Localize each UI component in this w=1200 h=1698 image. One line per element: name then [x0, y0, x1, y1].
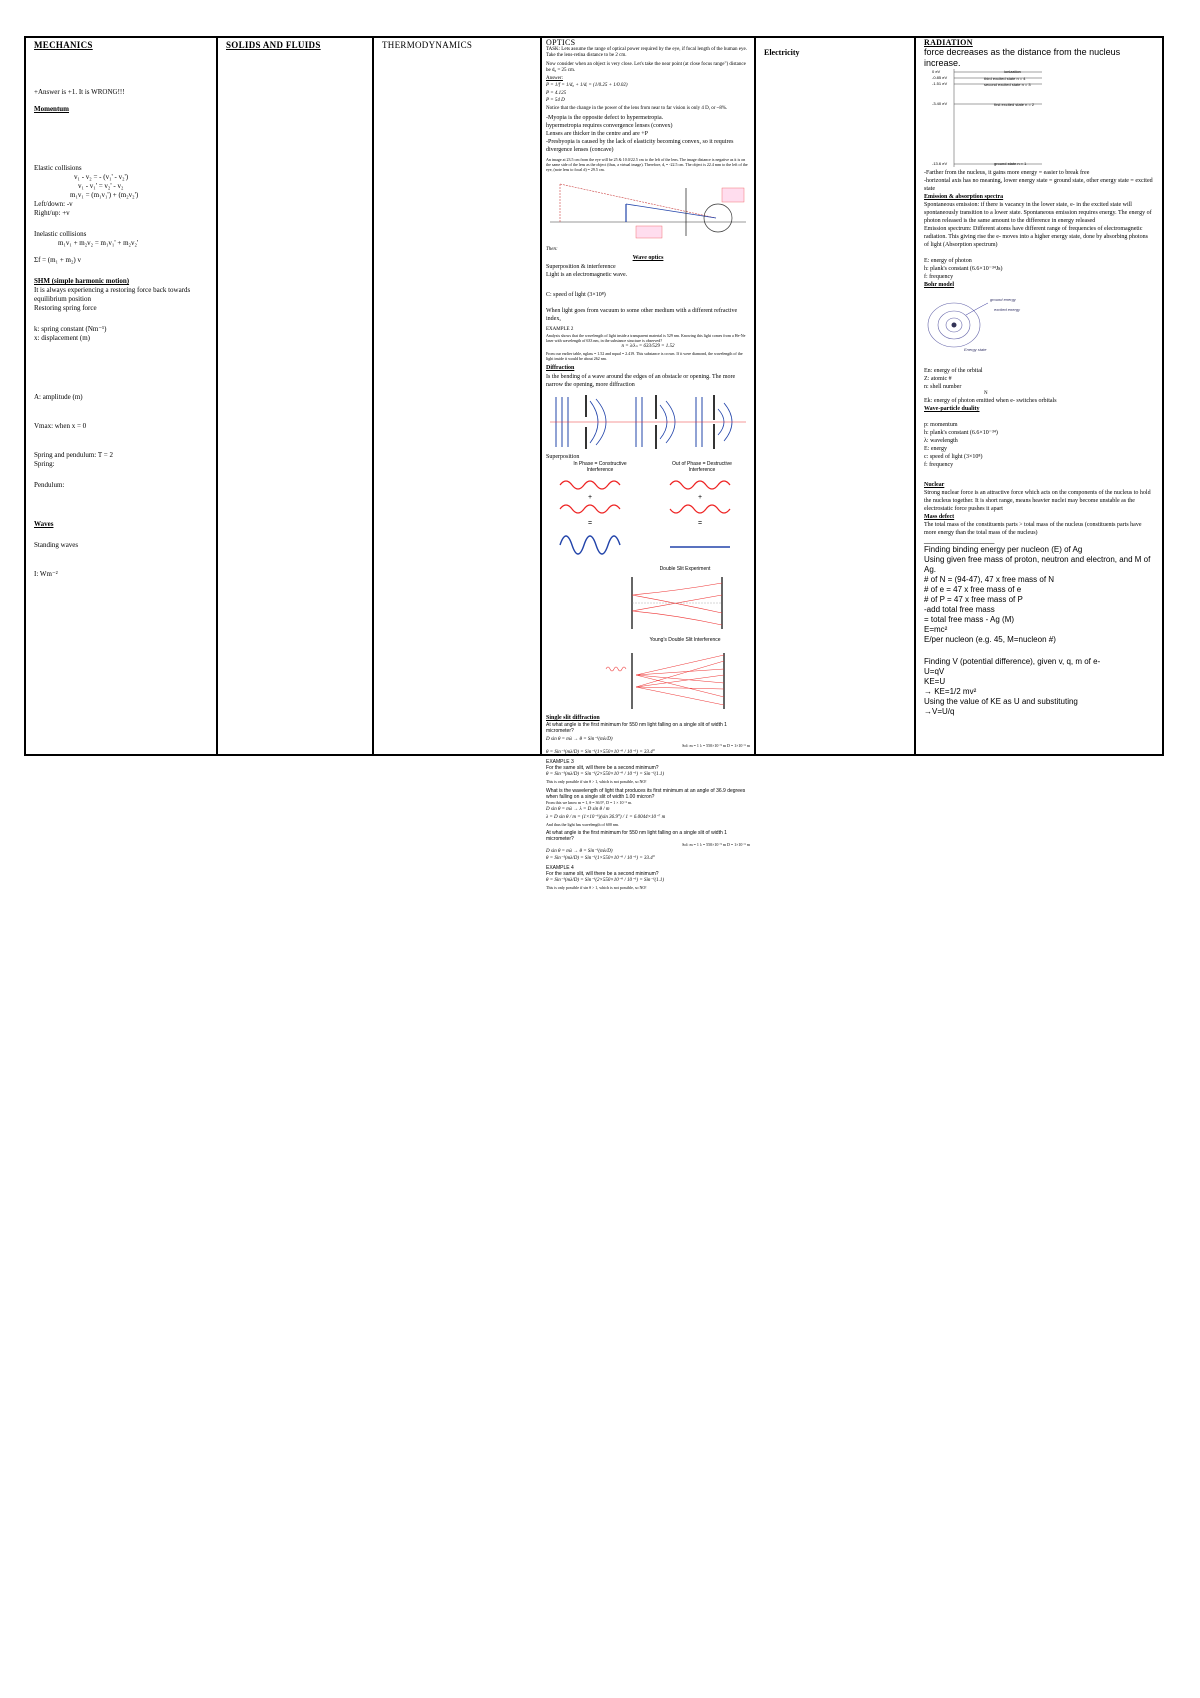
- q5-eq2: θ = Sin⁻¹(mλ/D) = Sin⁻¹(1×550×10⁻⁹ / 10⁻⁶) = 33.4°: [546, 856, 655, 861]
- n-shell-def: n: shell number: [924, 384, 962, 390]
- column-mechanics: [26, 38, 218, 754]
- column-optics: [542, 38, 756, 890]
- lvl-label-4: ground state n = 1: [994, 161, 1027, 166]
- optics-example-text: An image at 23.5 cm from the eye will be 25 & 10.0/22.5 cm to the left of the lens. The image distance is negative as it is on the same side of the lens as the object (thus, a virtual image). Therefore, dᵢ = -22.5 cm. The object is 22.4 mm to the left of the eye, (note lens to focal d) = 29.5 cm.: [546, 157, 748, 172]
- ex4-head: EXAMPLE 4: [546, 865, 574, 871]
- nuclear-heading: Nuclear: [924, 482, 945, 488]
- e-val-0: 0 eV: [932, 69, 941, 74]
- optics-p1: TASK: Lets assume the range of optical power required by the eye, if focal length of the human eye. Take the lens-retina distance to be 2 cm.: [546, 47, 747, 58]
- example2-text: Analysis shows that the wavelength of light inside a transparent material is 529 nm. Knowing this light comes from a He-Ne laser with wavelength of 633 nm, in the substance structure is observed?: [546, 333, 746, 343]
- emission-desc: Spontaneous emission: if there is vacancy in the lower state, e- in the excited state will spontaneously transition to a lower state. Spontaneous emission requires energy. The energy of photon released is the same amount to the difference in energy released: [924, 202, 1152, 224]
- from-table: From our earlier table, nglass = 1.52 and nqual = 2.419. This substance is crown. If it were diamond, the wavelength of the light inside it would be about 262 nm.: [546, 351, 743, 361]
- p-momentum: p: momentum: [924, 422, 958, 428]
- optics-p-val2: P = 54 D: [546, 98, 565, 103]
- svg-text:=: =: [697, 520, 703, 527]
- spring-pendulum: Spring and pendulum: T = 2: [34, 451, 113, 459]
- emission-spectrum: Emission spectrum: Different atoms have different range of frequencies of electromagnetic radiation. This giving rise the e- moves into a higher energy state, done by absorbing photons of light (Absorption spectrum): [924, 226, 1148, 248]
- ss-given: Sol: m = 1 λ = 550×10⁻⁹ m D = 1×10⁻⁶ m: [682, 743, 750, 748]
- column-thermo: [374, 38, 542, 754]
- momentum-heading: Momentum: [34, 105, 69, 113]
- farther-1: -Farther from the nucleus, it gains more energy = easier to break free: [924, 170, 1090, 176]
- optics-title: OPTICS: [546, 38, 576, 47]
- spring: Spring:: [34, 460, 55, 468]
- superposition-heading: Superposition: [546, 454, 580, 460]
- a-def: A: amplitude (m): [34, 393, 83, 401]
- ex3-note: This is only possible if sin θ > 1, which is not possible, so NO!: [546, 779, 647, 784]
- inelastic-eq: m₁v₁ + m₂v₂ = m₁v₁' + m₂v₂': [58, 239, 139, 247]
- shm-desc: It is always experiencing a restoring force back towards equilibrium position: [34, 286, 191, 303]
- q5-given: Sol: m = 1 λ = 550×10⁻⁹ m D = 1×10⁻⁶ m: [682, 842, 750, 847]
- diffraction-heading: Diffraction: [546, 365, 575, 371]
- right-up: Right/up: +v: [34, 209, 70, 217]
- ex3-eq: θ = Sin⁻¹(mλ/D) = Sin⁻¹(2×550×10⁻⁹ / 10⁻⁶) = Sin⁻¹(1.1): [546, 772, 665, 777]
- intensity: I: Wm⁻²: [34, 570, 58, 578]
- mass-defect-desc: The total mass of the constituents parts > total mass of the nucleus (constituents parts have more energy than the total mass of the nucleus): [924, 522, 1142, 536]
- ex4-question: For the same slit, will there be a second minimum?: [546, 871, 659, 877]
- svg-text:+: +: [697, 494, 703, 501]
- youngs-svg: [546, 649, 750, 713]
- ss-eq1: D sin θ = mλ → θ = Sin⁻¹(mλ/D): [546, 737, 613, 742]
- q4-answer: And thus the light has wavelength of 600 nm.: [546, 822, 619, 827]
- divider: ___________________: [924, 537, 995, 544]
- ex3-question: For the same slit, will there be a second minimum?: [546, 765, 659, 771]
- answer-note: +Answer is +1. It is WRONG!!!: [34, 88, 125, 96]
- optics-answer: Answer:: [546, 76, 563, 81]
- wave-optics-heading: Wave optics: [632, 255, 664, 261]
- myopia1: -Myopia is the opposite defect to hypermetropia.: [546, 115, 664, 121]
- elastic-title: Elastic collisions: [34, 164, 82, 172]
- single-slit-heading: Single slit diffraction: [546, 715, 600, 721]
- vf-eq: Σf = (m₁ + m₂) v: [34, 256, 81, 264]
- c-speed: C: speed of light (3×10⁸): [546, 292, 606, 298]
- ex4-eq: θ = Sin⁻¹(mλ/D) = Sin⁻¹(2×550×10⁻⁹ / 10⁻⁶) = Sin⁻¹(1.1): [546, 878, 665, 883]
- ss-eq2: θ = Sin⁻¹(mλ/D) = Sin⁻¹(1×550×10⁻⁹ / 10⁻⁶) = 33.4°: [546, 750, 655, 755]
- svg-text:+: +: [587, 494, 593, 501]
- myopia2: hypermetropia requires convergence lenses (convex): [546, 123, 673, 129]
- e-val-2: -1.51 eV: [932, 81, 948, 86]
- double-slit-figure: [546, 565, 750, 715]
- myopia3: Lenses are thicker in the centre and are +P: [546, 131, 649, 137]
- youngs-label: Young's Double Slit Interference: [649, 637, 721, 643]
- potential-difference: Finding V (potential difference), given v, q, m of e- U=qV KE=U → KE=1/2 mv² Using the value of KE as U and substituting →V=U/q: [924, 657, 1101, 716]
- restoring: Restoring spring force: [34, 304, 97, 312]
- emission-title: Emission & absorption spectra: [924, 194, 1004, 200]
- optics-then: Then:: [546, 247, 558, 252]
- e-energy: E: energy: [924, 446, 948, 452]
- ex3-head: EXAMPLE 3: [546, 759, 574, 765]
- bohr-model-figure: [924, 289, 1154, 359]
- lvl-label-3: first excited state n = 2: [994, 102, 1035, 107]
- bohr-label-0: ground energy: [990, 297, 1016, 302]
- superposition-interference: Superposition & interference: [546, 264, 616, 270]
- solids-title: SOLIDS AND FLUIDS: [226, 40, 321, 50]
- en-def: En: energy of the orbital: [924, 368, 983, 374]
- q5-question: At what angle is the first minimum for 550 nm light falling on a single slit of width 1 micrometer?: [546, 830, 727, 842]
- diffraction-figure: [546, 391, 750, 451]
- light-em: Light is an electromagnetic wave.: [546, 272, 628, 278]
- f-freq-2: f: frequency: [924, 462, 954, 468]
- electricity-title: Electricity: [764, 48, 800, 57]
- lvl-label-2: second excited state n = 3: [984, 82, 1031, 87]
- q5-eq1: D sin θ = mλ → θ = Sin⁻¹(mλ/D): [546, 849, 613, 854]
- lvl-label-0: ionization: [1004, 69, 1021, 74]
- lens-ray-diagram: [546, 174, 750, 244]
- energy-level-diagram: [924, 69, 1154, 169]
- lambda-def: λ: wavelength: [924, 438, 958, 444]
- elastic-eq3: m₁v₁ = (m₁v₁') + (m₂v₂'): [70, 191, 139, 199]
- bohr-label-1: excited energy: [994, 307, 1021, 312]
- column-electricity: [756, 38, 916, 754]
- myopia4: -Presbyopia is caused by the lack of elasticity becoming convex, so it requires divergence lenses (concave): [546, 139, 734, 153]
- e-val-4: -13.6 eV: [932, 161, 948, 166]
- thermo-title: THERMODYNAMICS: [382, 40, 473, 50]
- q4-question: What is the wavelength of light that produces its first minimum at an angle of 36.9 degrees when falling on a single slit of width 1.00 micron?: [546, 788, 746, 800]
- optics-eq-p: P = 1/f = 1/d₀ + 1/dᵢ = (1/0.25 + 1/0.02): [546, 83, 628, 88]
- left-down: Left/down: -v: [34, 200, 73, 208]
- pendulum: Pendulum:: [34, 481, 65, 489]
- ek-def: Ek: energy of photon emitted when e- switches orbitals: [924, 398, 1057, 404]
- z-def: Z: atomic #: [924, 376, 952, 382]
- notes-table: [24, 36, 1164, 890]
- e-val-1: -0.85 eV: [932, 75, 948, 80]
- out-phase-label: Out of Phase = Destructive Interference: [672, 461, 732, 473]
- radiation-title: RADIATION: [924, 38, 973, 47]
- diffraction-desc: Is the bending of a wave around the edges of an obstacle or opening. The more narrow the opening, more diffraction: [546, 374, 736, 388]
- wave-sum-svg: [546, 475, 750, 565]
- q4-eq2: λ = D sin θ / m = (1×10⁻⁶)(sin 36.9°) / 1 = 6.0044×10⁻⁷ m: [546, 815, 666, 820]
- superposition-figure: [546, 461, 750, 565]
- vmax: Vmax: when x = 0: [34, 422, 87, 430]
- column-radiation: [916, 38, 1162, 754]
- bohr-label-2: Energy state: [964, 347, 987, 352]
- shm-title: SHM (simple harmonic motion): [34, 277, 130, 285]
- in-phase-label: In Phase = Constructive Interference: [573, 461, 627, 473]
- h-planck: h: plank's constant (6.6×10⁻³⁴Js): [924, 266, 1003, 272]
- waves-heading: Waves: [34, 520, 54, 528]
- example2-head: EXAMPLE 2: [546, 327, 574, 332]
- n-label: N: [984, 391, 988, 396]
- ss-question: At what angle is the first minimum for 550 nm light falling on a single slit of width 1 micrometer?: [546, 722, 727, 734]
- elastic-eq1: v₁ - v₂ = - (v₁' - v₂'): [74, 173, 129, 181]
- column-solids: [218, 38, 374, 754]
- wave-particle-heading: Wave-particle duality: [924, 406, 980, 412]
- h-planck-2: h: plank's constant (6.6×10⁻³⁴): [924, 430, 998, 436]
- farther-2: -horizontal axis has no meaning, lower energy state = ground state, other energy state = excited state: [924, 178, 1153, 192]
- elastic-eq2: v₁ - v₁' = v₂' - v₂: [78, 182, 124, 190]
- inelastic-title: Inelastic collisions: [34, 230, 87, 238]
- optics-notice: Notice that the change in the power of the lens from near to far vision is only 4 D, or ~8%.: [546, 106, 728, 111]
- vacuum-text: When light goes from vacuum to some other medium with a different refractive index,: [546, 308, 738, 322]
- double-slit-svg: [546, 573, 750, 633]
- bohr-heading: Bohr model: [924, 282, 955, 288]
- n-eq: n = λ/λₙ = 633/529 = 1.52: [621, 344, 675, 349]
- optics-p-val1: P = 4.125: [546, 91, 567, 96]
- binding-energy: Finding binding energy per nucleon (E) of Ag Using given free mass of proton, neutron and electron, and M of Ag. # of N = (94-47), 47 x free mass of N # of e = 47 x free mass of e # of P = 47 x free mass of P -add total free mass = total free mass - Ag (M) E=mc² E/per nucleon (e.g. 45, M=nucleon #): [924, 545, 1151, 644]
- standing-waves: Standing waves: [34, 541, 79, 549]
- optics-p2: Now consider when an object is very close. Let's take the near point (at close focus range") distance be d₀ = 25 cm.: [546, 62, 746, 73]
- q4-eq1: D sin θ = mλ → λ = D sin θ / m: [546, 807, 610, 812]
- e-val-3: -3.40 eV: [932, 101, 948, 106]
- radiation-intro: force decreases as the distance from the nucleus increase.: [924, 47, 1121, 68]
- svg-text:=: =: [587, 520, 593, 527]
- double-slit-label: Double Slit Experiment: [659, 566, 711, 572]
- ex4-note: This is only possible if sin θ > 1, which is not possible, so NO!: [546, 885, 647, 890]
- e-photon: E: energy of photon: [924, 258, 972, 264]
- q4-given: From this we know m = 1, θ = 36.9°, D = 1 × 10⁻⁶ m.: [546, 800, 633, 805]
- lvl-label-1: third excited state n = 4: [984, 76, 1026, 81]
- mass-defect-heading: Mass defect: [924, 514, 955, 520]
- k-def: k: spring constant (Nm⁻¹): [34, 325, 107, 333]
- c-speed-2: c: speed of light (3×10⁸): [924, 454, 983, 460]
- nuclear-desc: Strong nuclear force is an attractive force which acts on the components of the nucleus to hold the nucleus together. It is short range, means heavier nuclei may become unstable as the electrostatic force pushes it apart: [924, 490, 1151, 512]
- mechanics-title: MECHANICS: [34, 40, 93, 50]
- f-freq: f: frequency: [924, 274, 954, 280]
- x-def: x: displacement (m): [34, 334, 90, 342]
